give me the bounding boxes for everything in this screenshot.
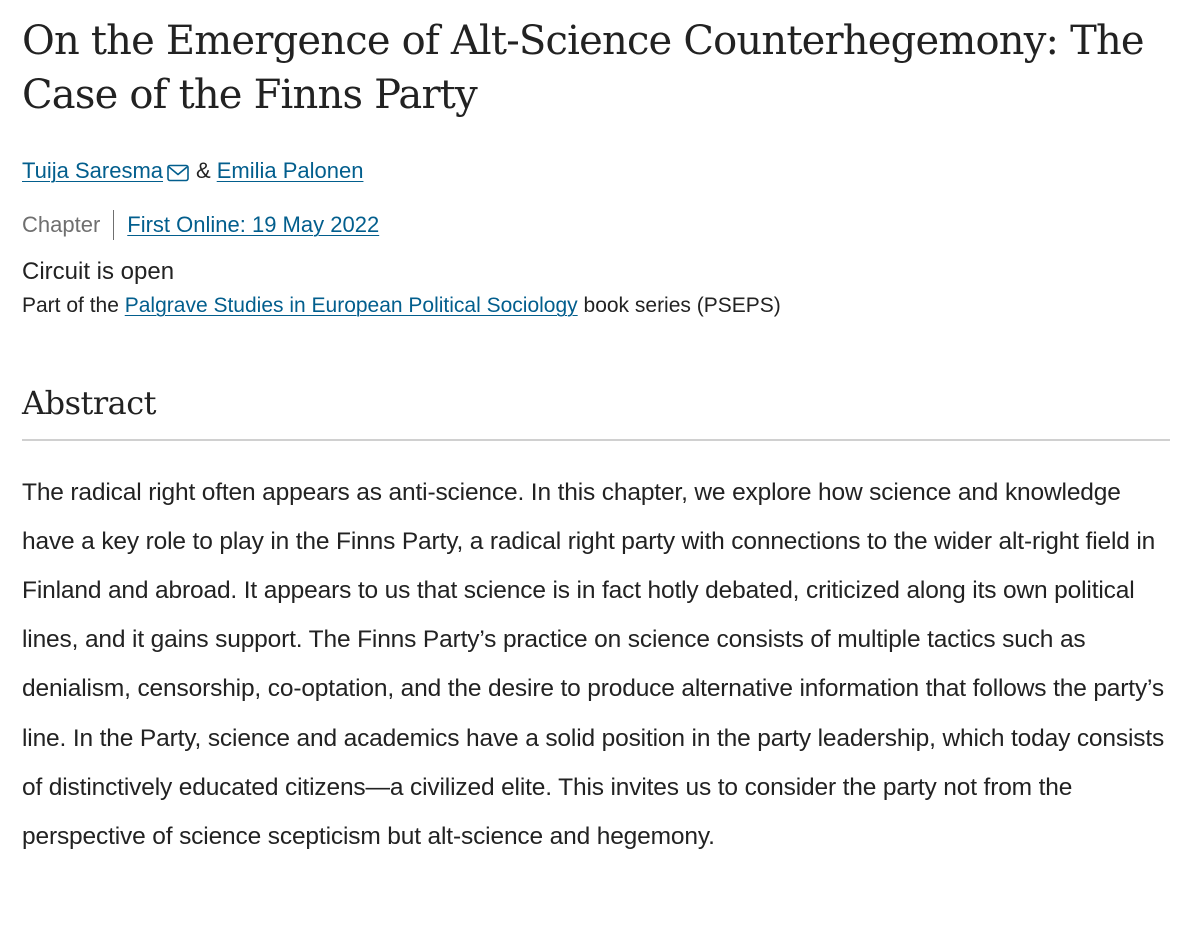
author-link-palonen[interactable]: Emilia Palonen bbox=[216, 158, 364, 183]
author-list bbox=[22, 156, 1170, 186]
article-page bbox=[22, 14, 1170, 886]
content-type: Chapter bbox=[22, 212, 101, 237]
abstract-text: The radical right often appears as anti-science. In this chapter, we explore how science and knowledge have a key role to play in the Finns Party, a radical right party with connections to the wider alt-right field in Finland and abroad. It appears to us that science is in fact hotly debated, criticized along its own political lines, and it gains support. The Finns Party’s practice on science consists of multiple tactics such as denialism, censorship, co-optation, and the desire to produce alternative information that follows the party’s line. In the Party, science and academics have a solid position in the party leadership, which today consists of distinctively educated citizens—a civilized elite. This invites us to consider the party not from the perspective of science scepticism but alt-science and hegemony. bbox=[22, 478, 1165, 850]
article-title: On the Emergence of Alt-Science Counterhegemony: The Case of the Finns Party bbox=[22, 18, 1144, 118]
access-status: Circuit is open bbox=[22, 258, 175, 285]
envelope-icon[interactable] bbox=[166, 161, 190, 181]
series-suffix: book series (PSEPS) bbox=[583, 294, 781, 317]
author-separator: & bbox=[196, 158, 211, 183]
first-online-link[interactable]: First Online: 19 May 2022 bbox=[127, 212, 380, 237]
abstract-heading: Abstract bbox=[22, 382, 1170, 441]
meta-divider bbox=[113, 210, 114, 240]
series-link[interactable]: Palgrave Studies in European Political Sociology bbox=[124, 294, 578, 317]
author-link-saresma[interactable]: Tuija Saresma bbox=[22, 158, 164, 183]
series-prefix: Part of the bbox=[22, 294, 119, 317]
chapter-meta bbox=[22, 210, 1170, 240]
series-info bbox=[22, 292, 1170, 320]
